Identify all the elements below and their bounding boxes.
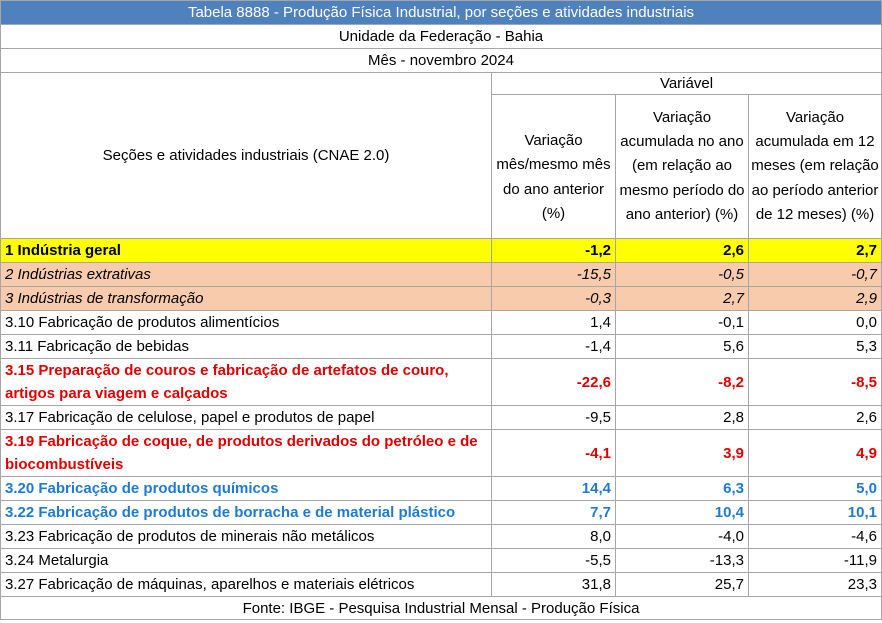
value-year: 5,6 <box>616 335 749 359</box>
row-label: 3.20 Fabricação de produtos químicos <box>1 477 492 501</box>
value-year: 3,9 <box>616 430 749 477</box>
table-row <box>1 311 882 335</box>
value-12months: 5,0 <box>749 477 882 501</box>
row-label: 3.23 Fabricação de produtos de minerais não metálicos <box>1 525 492 549</box>
table-row <box>1 239 882 263</box>
value-month: -9,5 <box>492 406 616 430</box>
table-row <box>1 335 882 359</box>
value-12months: 2,9 <box>749 287 882 311</box>
value-12months: 0,0 <box>749 311 882 335</box>
variable-header: Variável <box>492 73 882 95</box>
table-body <box>1 239 882 597</box>
row-label: 3.15 Preparação de couros e fabricação de artefatos de couro, artigos para viagem e calçados <box>1 359 492 406</box>
month-label: Mês - novembro 2024 <box>1 49 882 73</box>
value-12months: -8,5 <box>749 359 882 406</box>
table-row <box>1 525 882 549</box>
value-month: -5,5 <box>492 549 616 573</box>
value-12months: 4,9 <box>749 430 882 477</box>
value-12months: -0,7 <box>749 263 882 287</box>
value-12months: 2,6 <box>749 406 882 430</box>
state-label: Unidade da Federação - Bahia <box>1 25 882 49</box>
col-header-12months: Variação acumulada em 12 meses (em relação ao período anterior de 12 meses) (%) <box>749 95 882 239</box>
value-year: 6,3 <box>616 477 749 501</box>
value-month: 1,4 <box>492 311 616 335</box>
value-12months: 23,3 <box>749 573 882 597</box>
value-year: -4,0 <box>616 525 749 549</box>
row-label: 3.24 Metalurgia <box>1 549 492 573</box>
value-year: 2,6 <box>616 239 749 263</box>
value-year: -13,3 <box>616 549 749 573</box>
value-month: 7,7 <box>492 501 616 525</box>
value-year: 10,4 <box>616 501 749 525</box>
value-month: 8,0 <box>492 525 616 549</box>
row-label: 3.27 Fabricação de máquinas, aparelhos e materiais elétricos <box>1 573 492 597</box>
table-row <box>1 430 882 477</box>
row-label: 1 Indústria geral <box>1 239 492 263</box>
table-row <box>1 406 882 430</box>
col-header-month: Variação mês/mesmo mês do ano anterior (%) <box>492 95 616 239</box>
row-label: 3.22 Fabricação de produtos de borracha e de material plástico <box>1 501 492 525</box>
col-header-year: Variação acumulada no ano (em relação ao mesmo período do ano anterior) (%) <box>616 95 749 239</box>
table-row <box>1 501 882 525</box>
value-year: 25,7 <box>616 573 749 597</box>
value-year: -0,1 <box>616 311 749 335</box>
value-year: -8,2 <box>616 359 749 406</box>
table-row <box>1 477 882 501</box>
value-month: -15,5 <box>492 263 616 287</box>
row-label: 3.19 Fabricação de coque, de produtos derivados do petróleo e de biocombustíveis <box>1 430 492 477</box>
table-title: Tabela 8888 - Produção Física Industrial, por seções e atividades industriais <box>1 1 882 25</box>
value-month: -0,3 <box>492 287 616 311</box>
value-month: -22,6 <box>492 359 616 406</box>
value-12months: -4,6 <box>749 525 882 549</box>
table-row <box>1 263 882 287</box>
table-row <box>1 573 882 597</box>
value-month: -4,1 <box>492 430 616 477</box>
value-year: -0,5 <box>616 263 749 287</box>
source-note: Fonte: IBGE - Pesquisa Industrial Mensal - Produção Física <box>1 597 882 620</box>
value-month: -1,2 <box>492 239 616 263</box>
value-12months: 10,1 <box>749 501 882 525</box>
value-12months: 5,3 <box>749 335 882 359</box>
value-year: 2,7 <box>616 287 749 311</box>
value-month: 14,4 <box>492 477 616 501</box>
value-year: 2,8 <box>616 406 749 430</box>
table-row <box>1 287 882 311</box>
row-label: 3 Indústrias de transformação <box>1 287 492 311</box>
value-12months: -11,9 <box>749 549 882 573</box>
row-label: 3.11 Fabricação de bebidas <box>1 335 492 359</box>
row-label: 3.10 Fabricação de produtos alimentícios <box>1 311 492 335</box>
row-label: 3.17 Fabricação de celulose, papel e produtos de papel <box>1 406 492 430</box>
row-label: 2 Indústrias extrativas <box>1 263 492 287</box>
table-row <box>1 359 882 406</box>
value-12months: 2,7 <box>749 239 882 263</box>
table-row <box>1 549 882 573</box>
row-header-label: Seções e atividades industriais (CNAE 2.0) <box>1 73 492 239</box>
value-month: 31,8 <box>492 573 616 597</box>
value-month: -1,4 <box>492 335 616 359</box>
